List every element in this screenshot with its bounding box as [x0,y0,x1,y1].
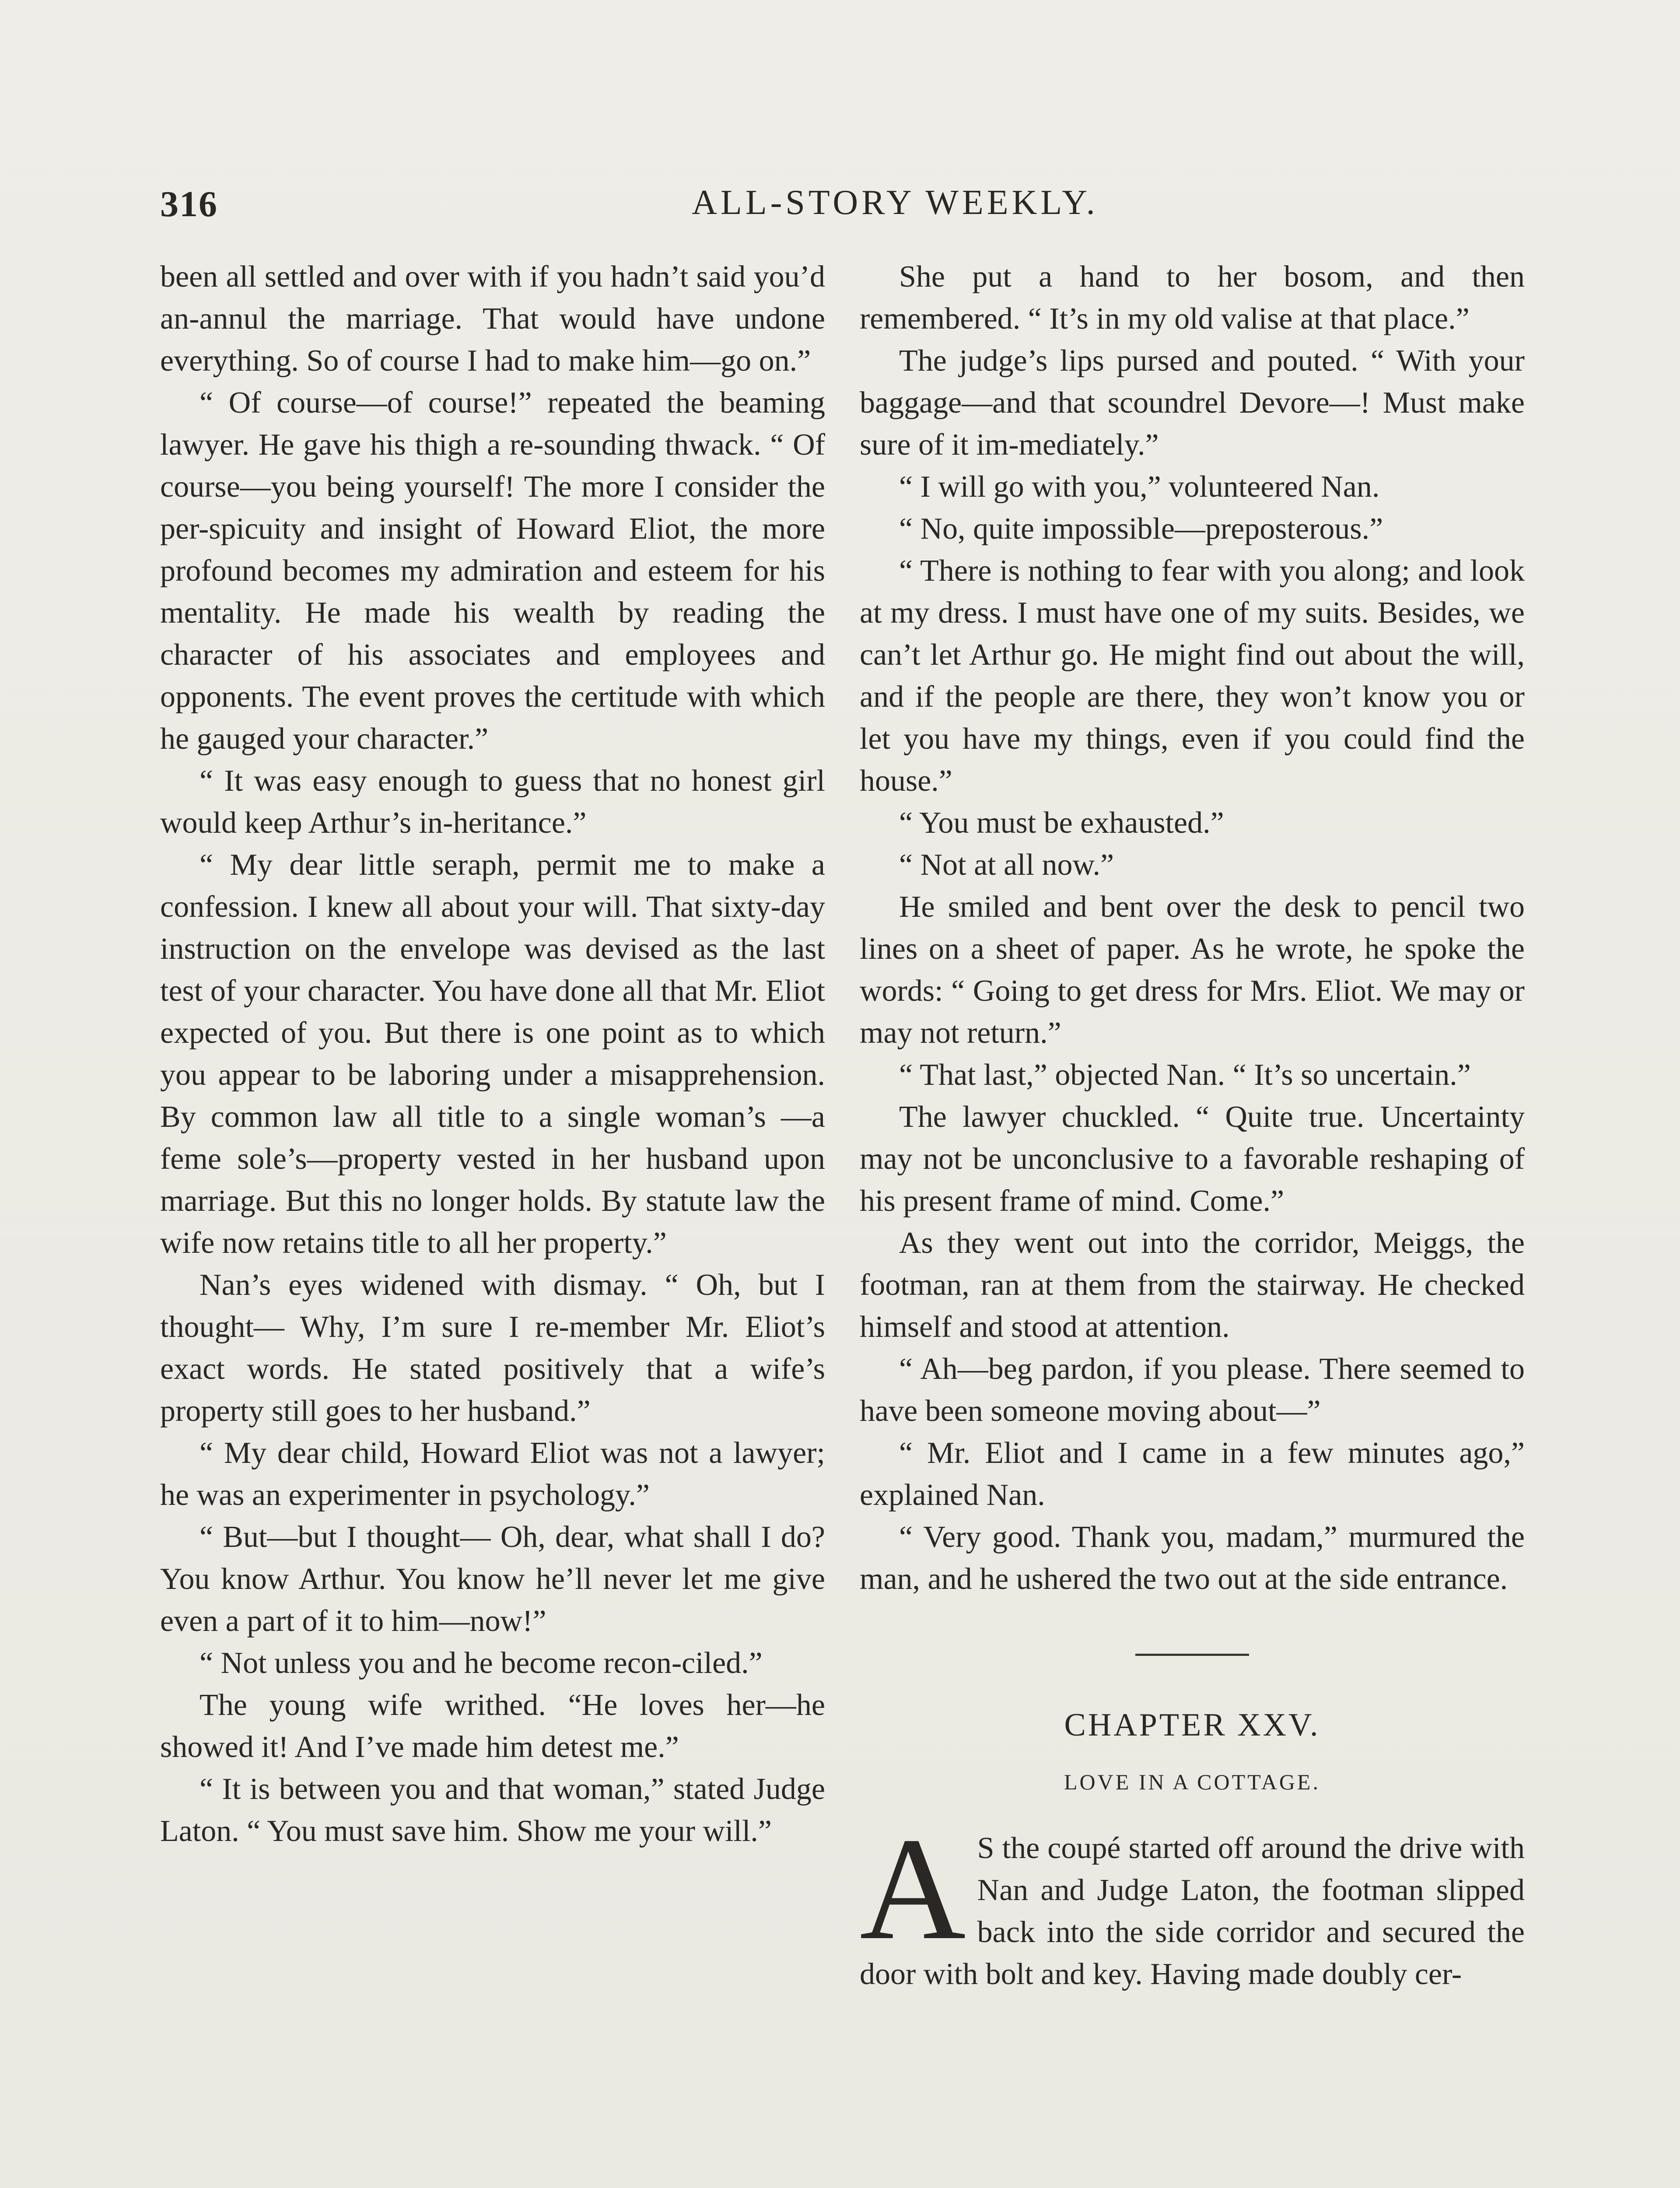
paragraph: “ My dear child, Howard Eliot was not a lawyer; he was an experimenter in psychology.” [160,1436,825,1512]
paragraph: Nan’s eyes widened with dismay. “ Oh, but I thought— Why, I’m sure I re-member Mr. Eliot’s exact words. He stated positively that a wife’s property still goes to her husband.” [160,1268,825,1428]
paragraph: “ Not unless you and he become recon-ciled.” [200,1646,763,1680]
paragraph: As they went out into the corridor, Meiggs, the footman, ran at them from the stairway. He checked himself and stood at attention. [860,1226,1525,1344]
paragraph: The young wife writhed. “He loves her—he showed it! And I’ve made him detest me.” [160,1688,825,1764]
running-head [160,183,1560,235]
paragraph: “ That last,” objected Nan. “ It’s so uncertain.” [899,1058,1471,1092]
magazine-title: ALL-STORY WEEKLY. [692,183,1099,222]
paragraph: “ My dear little seraph, permit me to make a confession. I knew all about your will. That sixty-day instruction on the envelope was devised as the last test of your character. You have done all that Mr. Eliot expected of you. But there is one point as to which you appear to be laboring under a misapprehension. By common law all title to a single woman’s —a feme sole’s—property vested in her husband upon marriage. But this no longer holds. By statute law the wife now retains title to all her property.” [160,848,825,1260]
paragraph: “ Very good. Thank you, madam,” murmured the man, and he ushered the two out at the side entrance. [860,1520,1525,1596]
chapter-subtitle: LOVE IN A COTTAGE. [1064,1770,1320,1794]
left-column [160,256,825,1852]
paragraph: been all settled and over with if you hadn’t said you’d an-annul the marriage. That would have undone everything. So of course I had to make him—go on.” [160,260,825,378]
paragraph: He smiled and bent over the desk to pencil two lines on a sheet of paper. As he wrote, he spoke the words: “ Going to get dress for Mrs. Eliot. We may or may not return.” [860,890,1525,1050]
right-column [860,256,1525,1995]
paragraph: “ It is between you and that woman,” stated Judge Laton. “ You must save him. Show me your will.” [160,1772,825,1848]
chapter-opening [860,1807,1525,1995]
paragraph: “ There is nothing to fear with you along; and look at my dress. I must have one of my suits. Besides, we can’t let Arthur go. He might find out about the will, and if the people are there, they won’t know you or let you have my things, even if you could find the house.” [860,554,1525,798]
paragraph: “ Not at all now.” [899,848,1114,882]
chapter-opening-text: S the coupé started off around the drive with Nan and Judge Laton, the footman slipped back into the side corridor and secured the door with bolt and key. Having made doubly cer- [860,1831,1525,1991]
chapter-title: CHAPTER XXV. [1064,1707,1320,1743]
paragraph: “ I will go with you,” volunteered Nan. [899,470,1380,504]
paragraph: “ It was easy enough to guess that no honest girl would keep Arthur’s in-heritance.” [160,764,825,840]
paragraph: “ Of course—of course!” repeated the beaming lawyer. He gave his thigh a re-sounding thwack. “ Of course—you being yourself! The more I consider the per-spicuity and insight of Howard Eliot, the more profound becomes my admiration and esteem for his mentality. He made his wealth by reading the character of his associates and employees and opponents. The event proves the certitude with which he gauged your character.” [160,386,825,756]
page-number: 316 [160,184,218,224]
paragraph: The judge’s lips pursed and pouted. “ With your baggage—and that scoundrel Devore—! Must make sure of it im-mediately.” [860,344,1525,462]
paragraph: “ No, quite impossible—preposterous.” [899,512,1383,546]
paragraph: “ Ah—beg pardon, if you please. There seemed to have been someone moving about—” [860,1352,1525,1428]
paragraph: “ Mr. Eliot and I came in a few minutes ago,” explained Nan. [860,1436,1525,1512]
paragraph: She put a hand to her bosom, and then remembered. “ It’s in my old valise at that place.” [860,260,1525,336]
paragraph: “ You must be exhausted.” [899,806,1224,840]
drop-cap: A [860,1807,966,1970]
paragraph: “ But—but I thought— Oh, dear, what shall I do? You know Arthur. You know he’ll never let me give even a part of it to him—now!” [160,1520,825,1638]
paragraph: The lawyer chuckled. “ Quite true. Uncertainty may not be unconclusive to a favorable reshaping of his present frame of mind. Come.” [860,1100,1525,1218]
section-divider [1135,1654,1249,1656]
